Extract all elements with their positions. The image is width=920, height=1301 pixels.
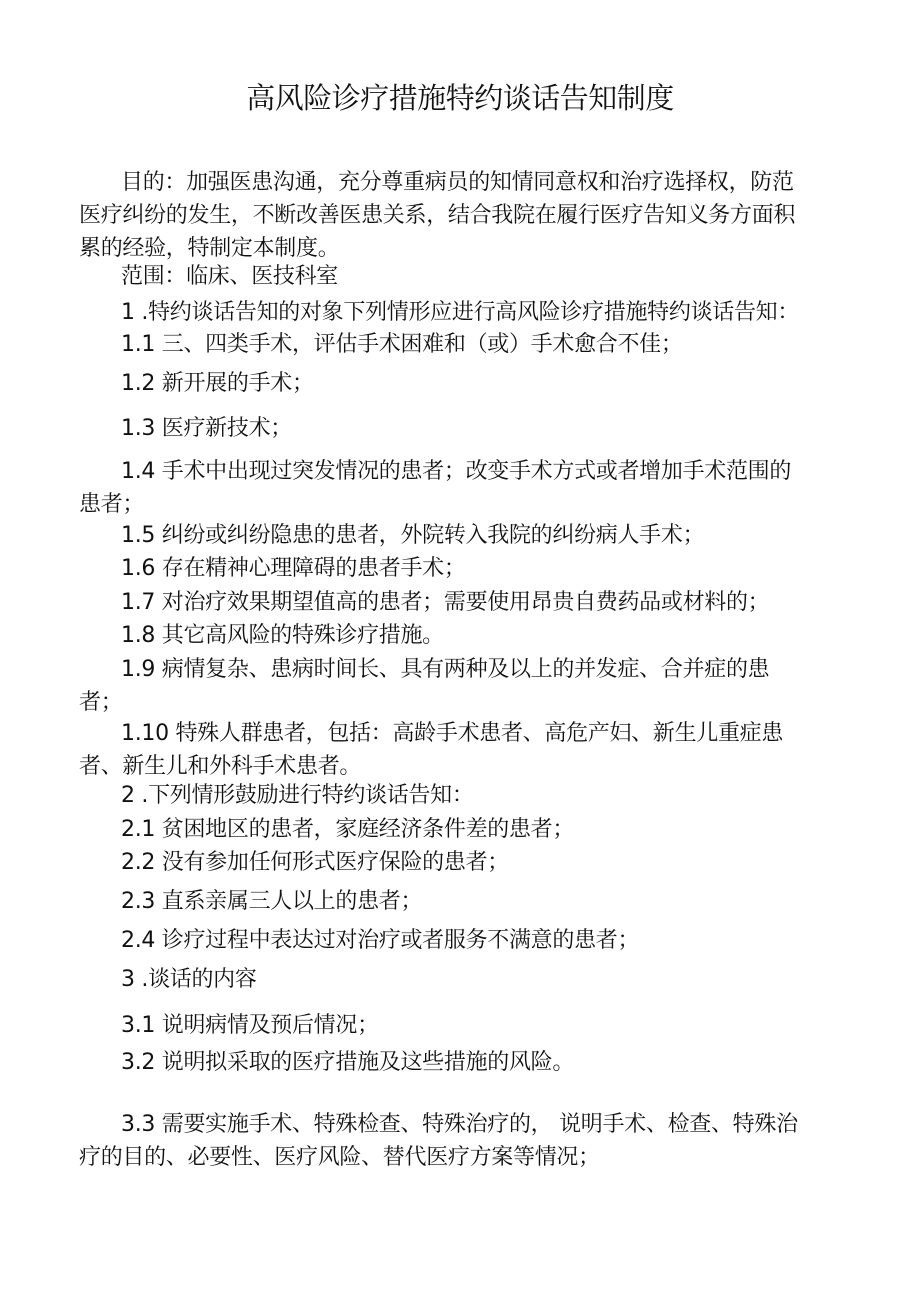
text-line: 1.1 三、四类手术，评估手术困难和（或）手术愈合不佳； [121,332,683,357]
text-line: 1.3 医疗新技术； [121,416,292,441]
list-item-2-3 [79,885,854,918]
text-line: 疗的目的、必要性、医疗风险、替代医疗方案等情况； [79,1145,600,1170]
text-line: 累的经验，特制定本制度。 [79,236,340,261]
list-item-1-3 [79,412,854,445]
list-item-1-10 [79,717,854,783]
section-heading-2 [79,779,854,812]
text-line: 1.5 纠纷或纠纷隐患的患者，外院转入我院的纠纷病人手术； [121,523,705,548]
text-line: 3 .谈话的内容 [121,967,257,992]
list-item-1-2 [79,367,854,400]
list-item-1-8 [79,619,854,652]
text-line: 2.1 贫困地区的患者，家庭经济条件差的患者； [121,817,575,842]
paragraph-scope [79,260,854,293]
text-line: 1.2 新开展的手术； [121,371,314,396]
text-line: 目的：加强医患沟通，充分尊重病员的知情同意权和治疗选择权，防范 [121,170,794,195]
text-line: 3.1 说明病情及预后情况； [121,1013,379,1038]
text-line: 1.10 特殊人群患者，包括：高龄手术患者、高危产妇、新生儿重症患 [121,721,784,746]
list-item-2-4 [79,924,854,957]
list-item-1-7 [79,586,854,619]
text-line: 1.6 存在精神心理障碍的患者手术； [121,556,466,581]
paragraph-purpose [79,166,854,265]
list-item-1-9 [79,653,854,719]
text-line: 1.4 手术中出现过突发情况的患者；改变手术方式或者增加手术范围的 [121,459,792,484]
section-heading-1 [79,296,854,329]
list-item-3-1 [79,1009,854,1042]
text-line: 2.4 诊疗过程中表达过对治疗或者服务不满意的患者； [121,928,640,953]
text-line: 1.7 对治疗效果期望值高的患者；需要使用昂贵自费药品或材料的； [121,590,770,615]
text-line: 1 .特约谈话告知的对象下列情形应进行高风险诊疗措施特约谈话告知： [121,300,800,325]
list-item-2-2 [79,846,854,879]
text-line: 2.3 直系亲属三人以上的患者； [121,889,423,914]
text-line: 患者； [79,492,145,517]
list-item-3-2 [79,1046,854,1079]
text-line: 者； [79,690,123,715]
text-line: 3.2 说明拟采取的医疗措施及这些措施的风险。 [121,1050,575,1075]
text-line: 1.9 病情复杂、患病时间长、具有两种及以上的并发症、合并症的患 [121,657,770,682]
text-line: 者、新生儿和外科手术患者。 [79,754,362,779]
text-line: 2.2 没有参加任何形式医疗保险的患者； [121,850,509,875]
list-item-1-6 [79,552,854,585]
list-item-3-3 [79,1108,854,1174]
list-item-1-4 [79,455,854,521]
text-line: 范围：临床、医技科室 [121,264,339,289]
section-heading-3 [79,963,854,996]
document-title: 高风险诊疗措施特约谈话告知制度 [246,81,674,115]
list-item-1-1 [79,328,854,361]
list-item-1-5 [79,519,854,552]
text-line: 医疗纠纷的发生，不断改善医患关系，结合我院在履行医疗告知义务方面积 [79,203,796,228]
text-line: 3.3 需要实施手术、特殊检查、特殊治疗的， 说明手术、检查、特殊治 [121,1112,798,1137]
text-line: 2 .下列情形鼓励进行特约谈话告知： [121,783,474,808]
text-line: 1.8 其它高风险的特殊诊疗措施。 [121,623,444,648]
list-item-2-1 [79,813,854,846]
